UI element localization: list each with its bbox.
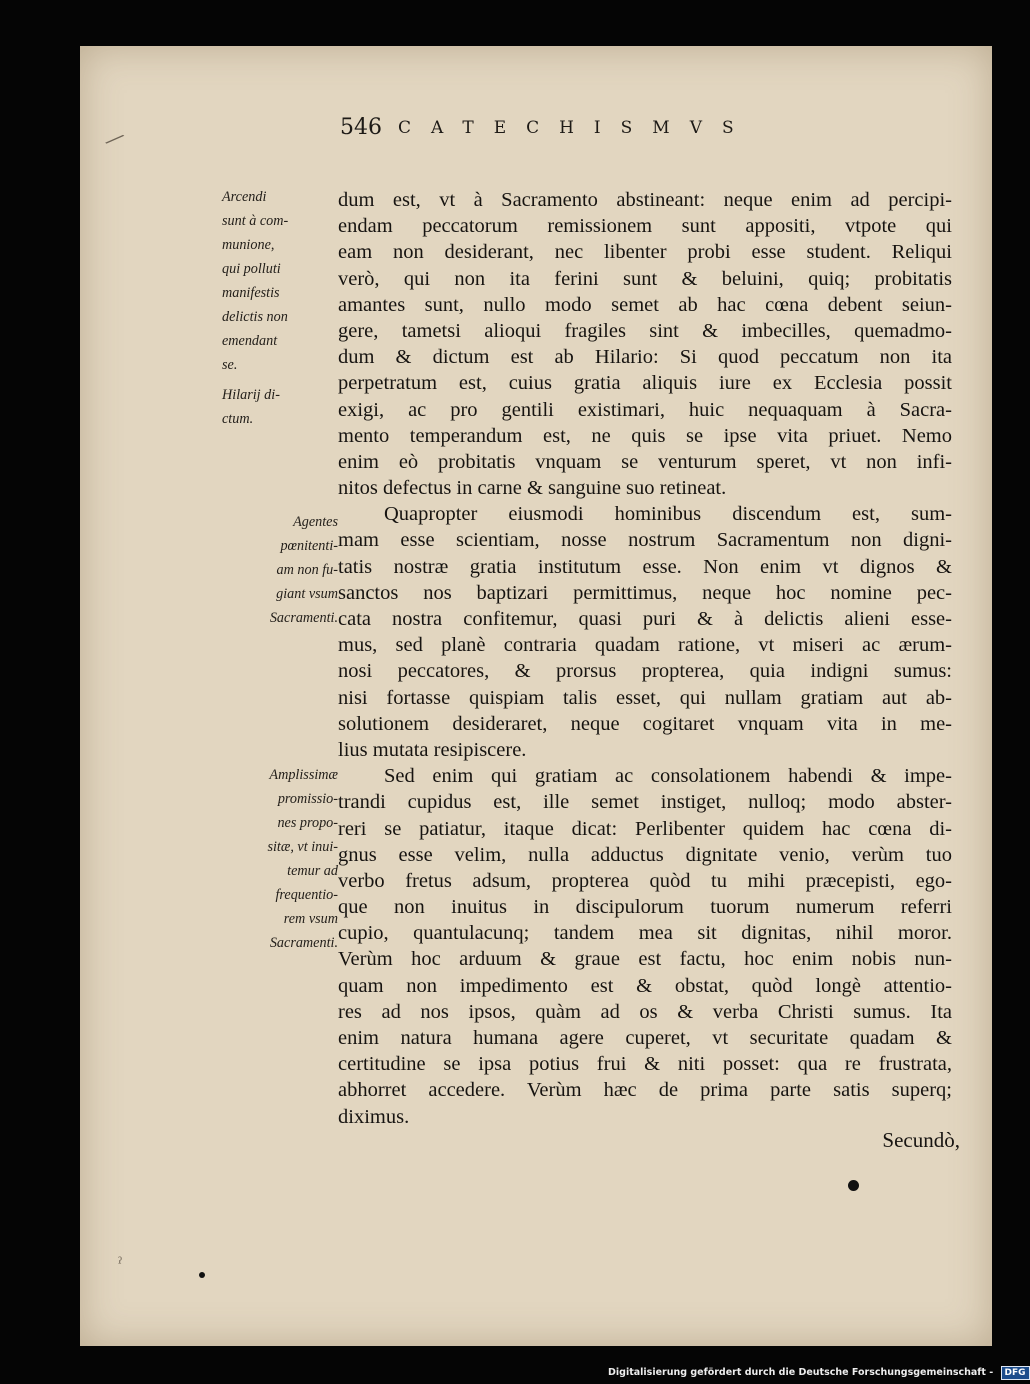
marginal-note-hilary	[222, 383, 338, 431]
marginal-note-line: nes propo-	[277, 815, 338, 831]
text-line: mus, sed planè contraria quadam ratione, vt miseri ac ærum-	[338, 634, 952, 657]
text-line: dum est, vt à Sacramento abstineant: neque enim ad percipi-	[338, 189, 952, 211]
marginal-note-line: temur ad	[287, 863, 338, 879]
digitization-credit-text: Digitalisierung gefördert durch die Deutsche Forschungsgemeinschaft -	[608, 1367, 994, 1378]
text-line: nisi fortasse quispiam talis esset, qui nullam gratiam aut ab-	[338, 686, 952, 709]
text-line: Verùm hoc arduum & graue est factu, hoc enim nobis nun-	[338, 948, 952, 971]
text-line: mento temperandum est, ne quis se ipse vita priuet. Nemo	[338, 424, 952, 447]
text-line: que non inuitus in discipulorum tuorum numerum referri	[338, 896, 952, 919]
marginal-note-line: sunt à com-	[222, 213, 289, 229]
text-line: dum & dictum est ab Hilario: Si quod peccatum non ita	[338, 346, 952, 369]
running-title: CATECHISMVS	[398, 118, 754, 138]
text-line: eam non desiderant, nec libenter probi esse student. Reliqui	[338, 241, 952, 264]
text-line: Sed enim qui gratiam ac consolationem habendi & impe-	[384, 765, 952, 788]
page-number: 546	[340, 115, 382, 140]
text-line: quam non impedimento est & obstat, quòd longè attentio-	[338, 974, 952, 997]
text-line: reri se patiatur, itaque dicat: Perlibenter quidem hac cœna di-	[338, 817, 952, 840]
text-line: gnus esse velim, nulla adductus dignitate venio, verùm tuo	[338, 843, 952, 866]
text-line: sanctos nos baptizari permittimus, neque hoc nomine pec-	[338, 581, 952, 604]
text-line: endam peccatorum remissionem sunt appositi, vtpote qui	[338, 215, 952, 238]
ink-dot	[848, 1180, 859, 1191]
page-header	[258, 115, 958, 145]
text-line: tatis nostræ gratia institutum esse. Non enim vt dignos &	[338, 555, 952, 578]
text-line: mam esse scientiam, nosse nostrum Sacramentum non digni-	[338, 529, 952, 552]
marginal-note-line: munione,	[222, 237, 275, 253]
marginal-note-line: promissio-	[277, 791, 338, 807]
text-line: certitudine se ipsa potius frui & niti posset: qua re frustrata,	[338, 1053, 952, 1076]
marginal-note-line: Amplissimæ	[269, 767, 338, 783]
text-line: trandi cupidus est, ille semet instiget, nulloq; modo abster-	[338, 791, 952, 814]
ink-speck	[199, 1272, 205, 1278]
text-line: res ad nos ipsos, quàm ad os & verba Christi sumus. Ita	[338, 1000, 952, 1023]
text-line: diximus.	[338, 1105, 410, 1128]
marginal-note-line: rem vsum	[283, 911, 338, 927]
text-line: abhorret accedere. Verùm hæc de prima parte satis superq;	[338, 1079, 952, 1102]
marginal-note-line: se.	[222, 357, 238, 373]
text-line: lius mutata resipiscere.	[338, 738, 527, 761]
marginal-note-line: manifestis	[222, 285, 280, 301]
dfg-logo: DFG	[1001, 1366, 1030, 1380]
marginal-note-line: am non fu-	[276, 562, 338, 578]
marginal-note-line: Sacramenti.	[269, 935, 338, 951]
marginal-note-line: qui polluti	[222, 261, 281, 277]
text-line: Quapropter eiusmodi hominibus discendum est, sum-	[384, 503, 952, 526]
text-line: amantes sunt, nullo modo semet ab hac cœna debent seiun-	[338, 293, 952, 316]
text-line: exigi, ac pro gentili existimari, huic nequaquam à Sacra-	[338, 398, 952, 421]
text-line: perpetratum est, cuius gratia aliquis iure ex Ecclesia possit	[338, 372, 952, 395]
text-line: verò, qui non ita ferini sunt & beluini, quiq; probitatis	[338, 267, 952, 290]
marginal-note-line: ctum.	[222, 411, 254, 427]
text-line: enim eò probitatis vnquam se venturum speret, vt non infi-	[338, 450, 952, 473]
marginal-note-exclusion	[222, 185, 338, 377]
text-line: verbo fretus adsum, propterea quòd tu mihi præcepisti, ego-	[338, 869, 952, 892]
text-line: nitos defectus in carne & sanguine suo retineat.	[338, 477, 727, 500]
marginal-note-line: emendant	[222, 333, 278, 349]
marginal-note-line: delictis non	[222, 309, 288, 325]
marginal-note-line: Hilarij di-	[222, 387, 280, 403]
text-line: cupio, quantulacunq; tandem mea sit dignitas, nihil moror.	[338, 922, 952, 945]
digitization-credit	[608, 1366, 1030, 1380]
marginal-note-line: frequentio-	[275, 887, 338, 903]
marginal-note-line: Agentes	[293, 514, 338, 530]
marginal-note-line: Sacramenti.	[269, 610, 338, 626]
text-line: solutionem desideraret, neque cogitaret vnquam vita in me-	[338, 712, 952, 735]
text-line: cata nostra confitemur, quasi puri & à delictis alieni esse-	[338, 608, 952, 630]
marginal-note-line: pœnitenti-	[280, 538, 338, 554]
text-line: enim natura humana agere cuperet, vt securitate quadam &	[338, 1027, 952, 1049]
paper-flaw-mark: ˀ	[118, 1254, 123, 1273]
catchword: Secundò,	[882, 1128, 960, 1152]
text-line: nosi peccatores, & prorsus propterea, quia indigni sumus:	[338, 660, 952, 683]
marginal-note-line: sitæ, vt inui-	[267, 839, 338, 855]
text-line: gere, tametsi alioqui fragiles sint & imbecilles, quemadmo-	[338, 319, 952, 342]
marginal-note-penitents	[222, 510, 338, 630]
marginal-note-line: Arcendi	[222, 189, 267, 205]
main-text-block	[338, 187, 952, 1130]
paper-flaw-mark: ⁄	[105, 129, 123, 152]
marginal-note-promises	[222, 763, 338, 955]
marginal-note-line: giant vsum	[276, 586, 338, 602]
